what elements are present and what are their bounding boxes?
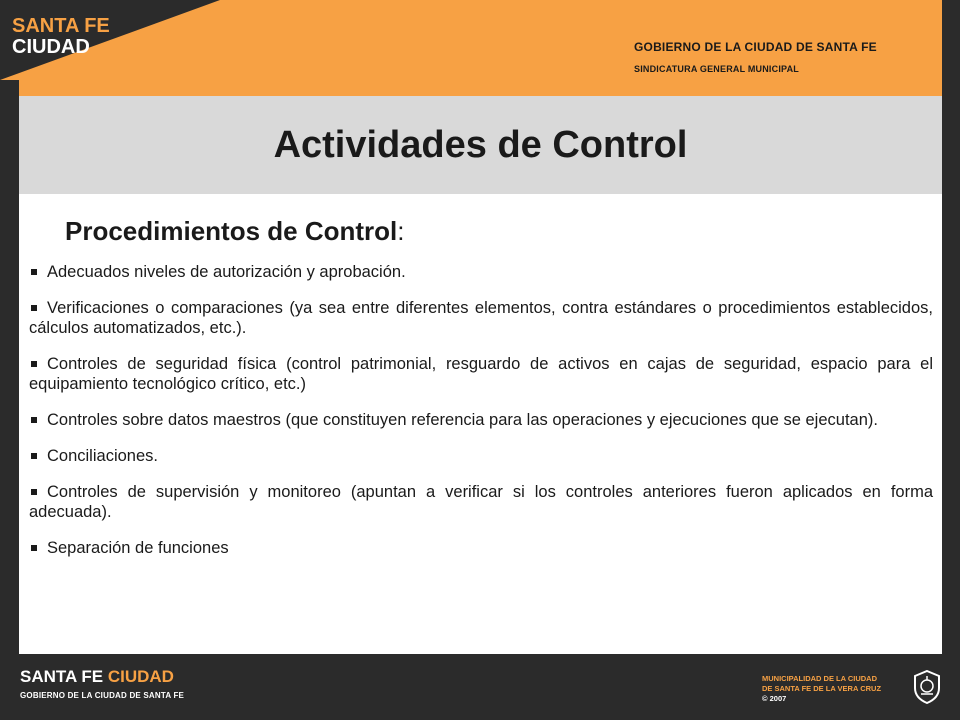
bullet-square-icon <box>31 453 37 459</box>
list-item-text: Separación de funciones <box>47 539 229 557</box>
title-band <box>19 96 942 194</box>
list-item <box>29 354 933 394</box>
logo-line2: CIUDAD <box>12 36 90 58</box>
municipality-line2: DE SANTA FE DE LA VERA CRUZ <box>762 684 882 693</box>
list-item <box>29 262 933 282</box>
list-item <box>29 538 933 558</box>
section-title-text: Procedimientos de Control <box>65 216 398 246</box>
slide-title: Actividades de Control <box>273 123 688 166</box>
list-item <box>29 298 933 338</box>
left-frame <box>0 80 19 720</box>
santa-fe-ciudad-logo <box>12 16 110 58</box>
footer-brand <box>20 668 184 686</box>
footer-brand-block <box>20 668 184 700</box>
list-item <box>29 446 933 466</box>
list-item-text: Adecuados niveles de autorización y aprobación. <box>47 263 406 281</box>
footer-brand-orange: CIUDAD <box>107 667 174 686</box>
footer-municipality <box>762 674 881 704</box>
section-title-colon: : <box>397 216 405 246</box>
footer-brand-white: SANTA FE <box>20 667 104 686</box>
copyright: © 2007 <box>762 694 787 703</box>
header-government: GOBIERNO DE LA CIUDAD DE SANTA FE <box>634 40 877 54</box>
bullet-square-icon <box>31 489 37 495</box>
slide-content <box>19 194 942 654</box>
list-item-text: Controles sobre datos maestros (que constituyen referencia para las operaciones y ejecuciones que se ejecutan). <box>47 411 878 429</box>
bullet-square-icon <box>31 417 37 423</box>
list-item-text: Verificaciones o comparaciones (ya sea entre diferentes elementos, contra estándares o procedimientos establecidos, cálculos automatizados, etc.). <box>29 299 933 337</box>
city-seal-icon <box>912 670 942 704</box>
list-item-text: Conciliaciones. <box>47 447 158 465</box>
bullet-list <box>29 262 933 574</box>
list-item-text: Controles de supervisión y monitoreo (apuntan a verificar si los controles anteriores fueron aplicados en forma adecuada). <box>29 483 933 521</box>
bullet-square-icon <box>31 545 37 551</box>
list-item <box>29 410 933 430</box>
bullet-square-icon <box>31 361 37 367</box>
logo-line1: SANTA FE <box>12 15 110 37</box>
list-item <box>29 482 933 522</box>
list-item-text: Controles de seguridad física (control patrimonial, resguardo de activos en cajas de seguridad, espacio para el equipamiento tecnológico crítico, etc.) <box>29 355 933 393</box>
municipality-line1: MUNICIPALIDAD DE LA CIUDAD <box>762 674 877 683</box>
bullet-square-icon <box>31 269 37 275</box>
bullet-square-icon <box>31 305 37 311</box>
right-frame <box>942 0 960 720</box>
section-title <box>65 216 405 247</box>
header-subtitle: SINDICATURA GENERAL MUNICIPAL <box>634 64 799 74</box>
footer-government: GOBIERNO DE LA CIUDAD DE SANTA FE <box>20 691 185 700</box>
